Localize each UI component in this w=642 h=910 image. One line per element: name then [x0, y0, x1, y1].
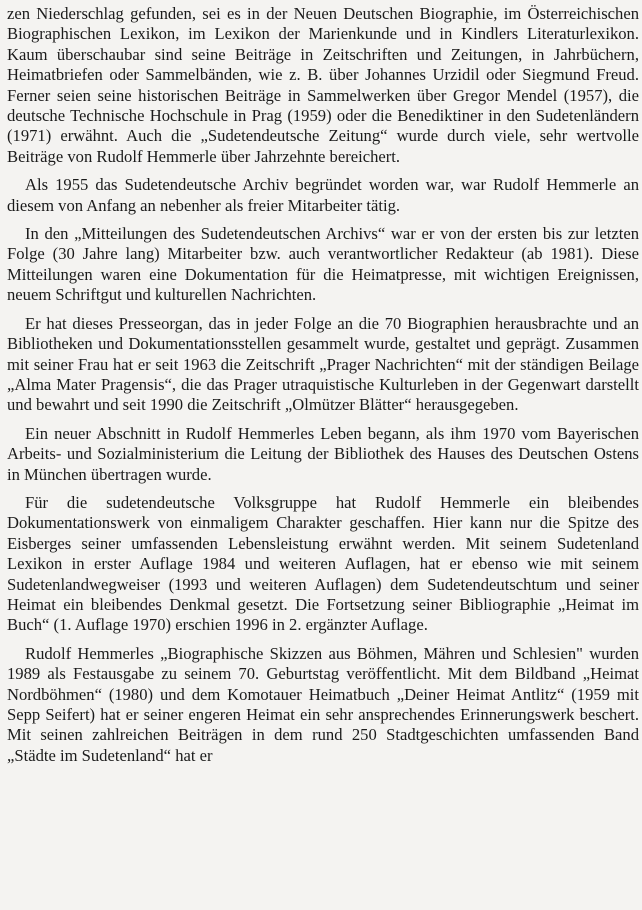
paragraph-6: Für die sudetendeutsche Volksgruppe hat Rudolf Hemmerle ein bleibendes Dokumentationswerk von einmaligem Charakter geschaffen. Hier kann nur die Spitze des Eisberges seiner umfassenden Lebensleistung erwähnt werden. Mit seinem Sudetenland Lexikon in erster Auflage 1984 und weiteren Auflagen, hat er ebenso wie mit seinem Sudetenlandwegweiser (1993 und weiteren Auflagen) dem Sudetendeutschtum und seiner Heimat ein bleibendes Denkmal gesetzt. Die Fortsetzung seiner Bibliographie „Heimat im Buch“ (1. Auflage 1970) erschien 1996 in 2. ergänzter Auflage. [7, 492, 639, 635]
paragraph-7: Rudolf Hemmerles „Biographische Skizzen aus Böhmen, Mähren und Schlesien" wurden 1989 als Festausgabe zu seinem 70. Geburtstag veröffentlicht. Mit dem Bildband „Heimat Nordböhmen“ (1980) und dem Komotauer Heimatbuch „Deiner Heimat Antlitz“ (1959 mit Sepp Seifert) hat er seiner engeren Heimat ein sehr ansprechendes Erinnerungswerk beschert. Mit seinen zahlreichen Beiträgen in dem rund 250 Stadtgeschichten umfassenden Band „Städte im Sudetenland“ hat er [7, 643, 639, 765]
paragraph-2: Als 1955 das Sudetendeutsche Archiv begründet worden war, war Rudolf Hemmerle an diesem von Anfang an nebenher als freier Mitarbeiter tätig. [7, 175, 639, 215]
paragraph-5: Ein neuer Abschnitt in Rudolf Hemmerles Leben begann, als ihm 1970 vom Bayerischen Arbeits- und Sozialministerium die Leitung der Bibliothek des Hauses des Deutschen Ostens in München übertragen wurde. [7, 423, 639, 484]
paragraph-4: Er hat dieses Presseorgan, das in jeder Folge an die 70 Biographien herausbrachte und an Bibliotheken und Dokumentationsstellen gesammelt wurde, gestaltet und geprägt. Zusammen mit seiner Frau hat er seit 1963 die Zeitschrift „Prager Nachrichten“ mit der ständigen Beilage „Alma Mater Pragensis“, die das Prager utraquistische Kulturleben in der Gegenwart darstellt und bewahrt und seit 1990 die Zeitschrift „Olmützer Blätter“ herausgegeben. [7, 313, 639, 415]
paragraph-3: In den „Mitteilungen des Sudetendeutschen Archivs“ war er von der ersten bis zur letzten Folge (30 Jahre lang) Mitarbeiter bzw. auch verantwortlicher Redakteur (ab 1981). Diese Mitteilungen waren eine Dokumentation für die Heimatpresse, mit wichtigen Ereignissen, neuem Schriftgut und kulturellen Nachrichten. [7, 224, 639, 305]
paragraph-1: zen Niederschlag gefunden, sei es in der Neuen Deutschen Biographie, im Österreichischen Biographischen Lexikon, im Lexikon der Marienkunde und in Kindlers Literaturlexikon. Kaum überschaubar sind seine Beiträge in Zeitschriften und Zeitungen, in Jahrbüchern, Heimatbriefen oder Sammelbänden, wie z. B. über Johannes Urzidil oder Siegmund Freud. Ferner seien seine historischen Beiträge in Sammelwerken über Gregor Mendel (1957), die deutsche Technische Hochschule in Prag (1959) oder die Benediktiner in den Sudetenländern (1971) erwähnt. Auch die „Sudetendeutsche Zeitung“ wurde durch viele, sehr wertvolle Beiträge von Rudolf Hemmerle über Jahrzehnte bereichert. [7, 4, 639, 166]
